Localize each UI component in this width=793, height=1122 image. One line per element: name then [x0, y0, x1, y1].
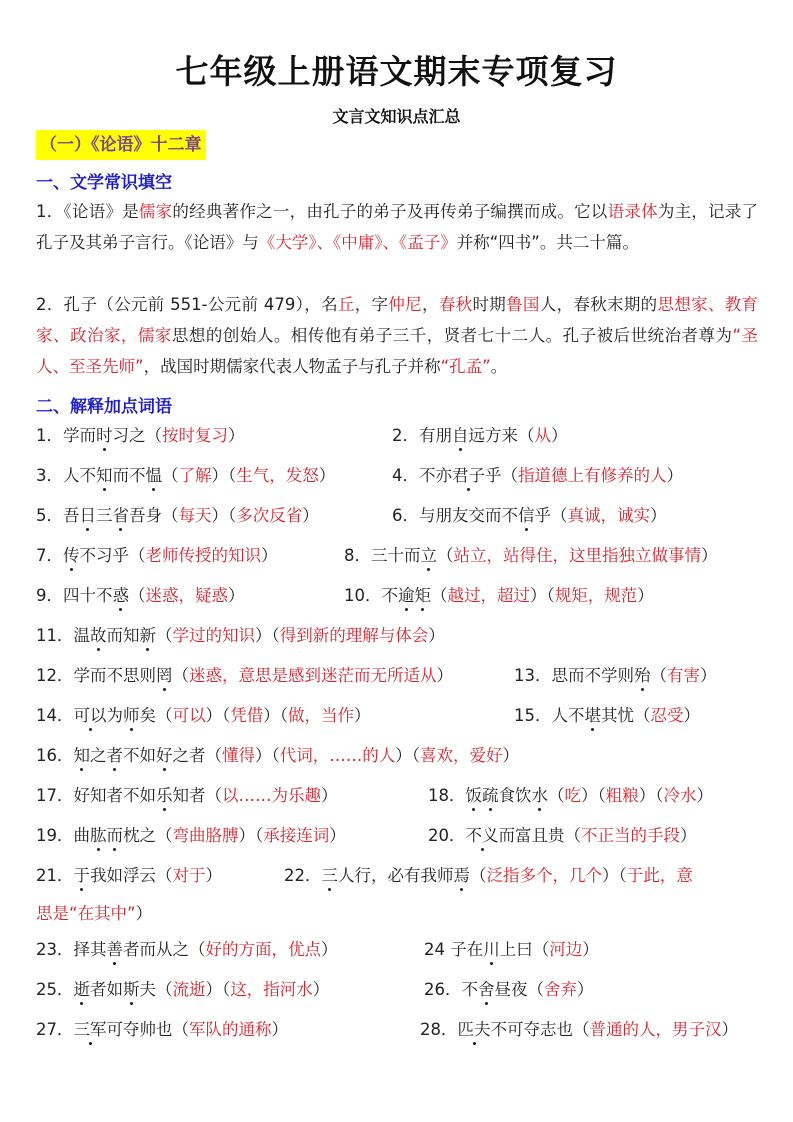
text-segment: （	[162, 466, 179, 485]
answer-text: 这，指河水	[230, 980, 313, 999]
text-segment: 2．有朋	[392, 426, 452, 445]
answer-text: 流逝	[172, 980, 206, 999]
text-segment: 1．学而	[36, 426, 96, 445]
text-segment: 并称“四书”。共二十篇。	[456, 233, 639, 252]
answer-text: 做，当作	[288, 706, 354, 725]
explanation-item	[36, 976, 329, 1000]
explanation-row	[36, 502, 776, 532]
explanation-item	[428, 782, 713, 806]
text-segment: ）	[321, 940, 338, 959]
explanation-item	[420, 1016, 738, 1040]
text-segment: 11．温	[36, 626, 90, 645]
text-segment: （	[172, 666, 189, 685]
explanation-row	[36, 822, 776, 852]
text-segment: ）	[318, 466, 336, 485]
dotted-word: 三	[322, 862, 339, 886]
dotted-word: 日	[80, 502, 97, 526]
text-segment: 我如浮云（	[90, 866, 173, 885]
text-segment: ）（	[211, 466, 237, 485]
text-segment: 思想的创始人。相传他有弟子三千，贤者七十二人。孔子被后世统治者尊为	[171, 326, 733, 345]
dotted-word: 善	[107, 936, 124, 960]
answer-text: 越过，超过	[447, 586, 530, 605]
text-segment: ）	[436, 666, 453, 685]
text-segment: 为	[106, 706, 123, 725]
explanation-row	[36, 862, 776, 892]
paragraph-analects	[36, 196, 758, 258]
text-segment: ）	[680, 826, 697, 845]
answer-text: 懂得	[222, 746, 255, 765]
dotted-word: 知	[96, 462, 113, 486]
text-segment: 三	[96, 506, 113, 525]
answer-text: 有害	[667, 666, 700, 685]
explanation-item	[284, 862, 693, 886]
text-segment: 人，春秋末期的	[539, 295, 658, 314]
answer-text: 代词，……的人	[279, 746, 396, 765]
dotted-word: 川	[483, 936, 500, 960]
section-heading-word-explanations: 二、解释加点词语	[36, 397, 172, 417]
answer-text: 鲁国	[506, 295, 540, 314]
explanation-row	[36, 900, 776, 930]
text-segment: 2．孔子（公元前 551-公元前 479），名	[36, 295, 338, 314]
answer-text: 按时复习	[162, 426, 228, 445]
text-segment: 其忧（	[601, 706, 651, 725]
text-segment: 乎（	[534, 506, 568, 525]
explanation-item	[424, 936, 599, 960]
text-segment: 27．	[36, 1020, 74, 1039]
text-segment: ，	[422, 295, 439, 314]
explanation-item	[392, 422, 568, 446]
dotted-word: 舍	[478, 976, 495, 1000]
dotted-word: 于	[74, 862, 91, 886]
text-segment: 不习乎（	[79, 546, 146, 565]
explanation-item	[36, 542, 278, 566]
answer-text: 仲尼	[388, 295, 422, 314]
text-segment: ）	[329, 826, 346, 845]
answer-text: 迷惑，疑惑	[145, 586, 228, 605]
explanation-row	[36, 702, 776, 732]
text-segment: ）（	[211, 506, 237, 525]
explanation-item	[36, 462, 335, 486]
text-segment: 者如	[90, 980, 123, 999]
text-segment: 者而从之（	[123, 940, 206, 959]
section-heading-literary-knowledge: 一、文学常识填空	[36, 173, 172, 193]
explanation-row	[36, 622, 776, 652]
dotted-word: 不义	[466, 822, 499, 846]
text-segment: ）（	[263, 706, 288, 725]
explanation-item	[36, 622, 445, 646]
text-segment: ）（	[238, 826, 264, 845]
text-segment: ）	[502, 746, 519, 765]
answer-text: 规矩，规范	[554, 586, 638, 605]
explanation-item	[36, 502, 319, 526]
text-segment: ）（	[395, 746, 420, 765]
text-segment: 之者（	[172, 746, 222, 765]
text-segment: ）（	[205, 980, 231, 999]
answer-text: 学过的知识	[172, 626, 255, 645]
explanation-item	[36, 936, 338, 960]
text-segment: ）	[228, 586, 245, 605]
explanation-item	[36, 782, 338, 806]
dotted-word: 信	[518, 502, 535, 526]
text-segment: 而知	[106, 626, 140, 645]
text-segment: ）	[228, 426, 245, 445]
answer-text: 普通的人，男子汉	[589, 1020, 722, 1039]
text-segment: 3．人不	[36, 466, 96, 485]
text-segment: 矣（	[139, 706, 173, 725]
text-segment: 28．	[420, 1020, 458, 1039]
answer-text: 于此，意	[626, 866, 693, 885]
answer-text: 承接连词	[263, 826, 330, 845]
dotted-word: 师	[123, 702, 140, 726]
explanation-item	[514, 662, 717, 686]
answer-text: 得到新的理解与体会	[279, 626, 429, 645]
dotted-word: 好	[156, 742, 173, 766]
text-segment: ，字	[354, 295, 389, 314]
explanation-item	[36, 742, 519, 766]
explanation-row	[36, 742, 776, 772]
text-segment: ）（	[581, 786, 606, 805]
explanation-item	[36, 422, 245, 446]
text-segment: ）	[271, 1020, 288, 1039]
text-segment: ）	[582, 940, 599, 959]
text-segment: 19．曲	[36, 826, 90, 845]
text-segment: 吾身（	[129, 506, 179, 525]
answer-text: 河边	[549, 940, 583, 959]
dotted-word: 省	[113, 502, 130, 526]
explanation-item	[36, 900, 152, 924]
explanation-row	[36, 422, 776, 452]
text-segment: ）（	[255, 746, 280, 765]
text-segment: ）	[683, 706, 700, 725]
text-segment: 的经典著作之一，由孔子的弟子及再传弟子编撰而成。它以	[172, 202, 608, 221]
text-segment: ）	[354, 706, 371, 725]
explanation-item	[392, 502, 667, 526]
text-segment: ）	[696, 786, 713, 805]
text-segment: （	[650, 666, 667, 685]
text-segment: 乎（	[485, 466, 518, 485]
text-segment: 习之（	[112, 426, 162, 445]
text-segment: 为主，记录了孔子及其弟子言行。《论语》与	[36, 202, 759, 252]
text-segment: 8．三十而	[344, 546, 421, 565]
text-segment: ）	[312, 980, 330, 999]
answer-text: 军队的通称	[189, 1020, 272, 1039]
text-segment: 昼夜（	[494, 980, 544, 999]
answer-text: 喜欢，爱好	[420, 746, 503, 765]
paragraph-confucius	[36, 289, 758, 382]
explanation-row	[36, 782, 776, 812]
text-segment: ）（	[638, 786, 664, 805]
dotted-word: 矩	[415, 582, 432, 606]
answer-text: 迷惑，意思是感到迷茫而无所适从	[189, 666, 437, 685]
text-segment: ，战国时期儒家代表人物孟子与孔子并称	[143, 357, 441, 376]
text-segment: 枕之（	[123, 826, 173, 845]
answer-text: 思想家、教育家、政治家，儒家	[36, 295, 759, 345]
text-segment: （	[437, 546, 454, 565]
answer-text: 站立，站得住，这里指独立做事情	[453, 546, 701, 565]
answer-text: 《大学》、《中庸》、《孟子》	[258, 233, 457, 252]
text-segment: ）	[135, 904, 153, 923]
dotted-word: 斯	[123, 976, 140, 1000]
text-segment: 。	[490, 357, 508, 376]
explanation-item	[36, 582, 245, 606]
answer-text: 弯曲胳膊	[172, 826, 239, 845]
text-segment: 食饮	[498, 786, 532, 805]
text-segment: ）	[321, 786, 338, 805]
dotted-word: 乐	[156, 782, 173, 806]
text-segment: 20．	[428, 826, 466, 845]
text-segment: ）（	[602, 866, 627, 885]
answer-text: 不正当的手段	[581, 826, 680, 845]
answer-text: 忍受	[650, 706, 684, 725]
text-segment: 24 子在	[424, 940, 484, 959]
answer-text: 真诚，诚实	[567, 506, 650, 525]
text-segment: 12．学而不思则	[36, 666, 156, 685]
dotted-word: 而	[107, 822, 124, 846]
text-segment: 6．与朋友交而不	[392, 506, 518, 525]
text-segment: ）	[302, 506, 319, 525]
explanation-row	[36, 462, 776, 492]
text-segment: 可夺帅也（	[106, 1020, 189, 1039]
text-segment: 上曰（	[499, 940, 550, 959]
dotted-word: 故	[90, 622, 107, 646]
answer-text: 以……为乐趣	[222, 786, 321, 805]
text-segment: 14．	[36, 706, 74, 725]
text-segment: 10．不	[344, 586, 398, 605]
explanation-item	[36, 702, 371, 726]
text-segment: （	[470, 866, 487, 885]
answer-text: 生气，发怒	[236, 466, 319, 485]
text-segment: ）	[428, 626, 445, 645]
explanation-item	[344, 582, 654, 606]
answer-text: 对于	[172, 866, 206, 885]
dotted-word: 匹夫	[458, 1016, 491, 1040]
explanation-row	[36, 662, 776, 692]
text-segment: 13．思而不学则	[514, 666, 634, 685]
explanation-item	[36, 1016, 288, 1040]
dotted-word: 君子	[452, 462, 485, 486]
answer-text: “孔孟”	[440, 357, 491, 376]
text-segment: ）（	[530, 586, 555, 605]
dotted-word: 愠	[146, 462, 163, 486]
answer-text: 指道德上有修养的人	[518, 466, 667, 485]
dotted-word: 逾	[398, 582, 415, 606]
page-subtitle: 文言文知识点汇总	[332, 107, 461, 126]
explanation-row	[36, 936, 776, 966]
text-segment: （	[548, 786, 565, 805]
explanation-row	[36, 542, 776, 572]
answer-text: 了解	[178, 466, 212, 485]
answer-text: 冷水	[663, 786, 697, 805]
text-segment: ）	[700, 666, 717, 685]
text-segment: 5．吾	[36, 506, 80, 525]
text-segment: （	[431, 586, 448, 605]
answer-text: 粗粮	[605, 786, 639, 805]
text-segment: ）（	[205, 706, 231, 725]
answer-text: 每天	[178, 506, 212, 525]
chapter-heading: （一）《论语》十二章	[36, 130, 206, 160]
text-segment: ）	[721, 1020, 738, 1039]
text-segment: 不可夺志也（	[490, 1020, 590, 1039]
text-segment: ）	[261, 546, 278, 565]
explanation-item	[424, 976, 594, 1000]
dotted-word: 逝	[74, 976, 91, 1000]
explanation-item	[36, 662, 453, 686]
dotted-word: 自	[452, 422, 469, 446]
page-title: 七年级上册语文期末专项复习	[175, 52, 618, 91]
text-segment: ）	[577, 980, 594, 999]
explanation-row	[36, 976, 776, 1006]
dotted-word: 水	[532, 782, 549, 806]
answer-text: 春秋	[438, 295, 473, 314]
dotted-word: 疏	[482, 782, 499, 806]
text-segment: 25．	[36, 980, 74, 999]
text-segment: 21．	[36, 866, 74, 885]
text-segment: ）	[701, 546, 718, 565]
dotted-word: 殆	[634, 662, 651, 686]
explanation-row	[36, 582, 776, 612]
text-segment: 人行，必有我师	[338, 866, 454, 885]
text-segment: ）	[637, 586, 654, 605]
answer-text: 多次反省	[236, 506, 303, 525]
dotted-word: 罔	[156, 662, 173, 686]
text-segment: 1．《论语》是	[36, 202, 139, 221]
text-segment: ）	[666, 466, 683, 485]
answer-text: 从	[534, 426, 551, 445]
text-segment: 知者（	[172, 786, 222, 805]
explanation-item	[514, 702, 700, 726]
dotted-word: 传	[63, 542, 80, 566]
text-segment: 23．择其	[36, 940, 107, 959]
explanation-item	[36, 862, 222, 886]
answer-text: 思是“在其中”	[36, 904, 136, 923]
dotted-word: 立	[421, 542, 438, 566]
answer-text: 老师传授的知识	[145, 546, 261, 565]
text-segment: ）（	[255, 626, 280, 645]
dotted-word: 者	[107, 742, 124, 766]
dotted-word: 肱	[90, 822, 107, 846]
text-segment: ）	[551, 426, 568, 445]
text-segment: （	[156, 626, 173, 645]
text-segment: 16．	[36, 746, 74, 765]
answer-text: 好的方面，优点	[205, 940, 321, 959]
text-segment: 18．	[428, 786, 466, 805]
explanation-item	[344, 542, 718, 566]
text-segment: 而不	[112, 466, 146, 485]
dotted-word: 饭	[466, 782, 483, 806]
text-segment: 远方来（	[468, 426, 535, 445]
dotted-word: 惑	[113, 582, 130, 606]
explanation-row	[36, 1016, 776, 1046]
answer-text: 吃	[564, 786, 581, 805]
text-segment: 7．	[36, 546, 63, 565]
explanation-item	[36, 822, 346, 846]
text-segment: 4．不亦	[392, 466, 452, 485]
explanation-item	[392, 462, 683, 486]
text-segment: 之	[90, 746, 107, 765]
answer-text: 可以	[172, 706, 206, 725]
dotted-word: 可以	[74, 702, 107, 726]
answer-text: 凭借	[230, 706, 264, 725]
text-segment: 9．四十不	[36, 586, 113, 605]
text-segment: ）	[205, 866, 222, 885]
dotted-word: 时	[96, 422, 113, 446]
dotted-word: 知	[74, 742, 91, 766]
text-segment: （	[129, 586, 146, 605]
text-segment: 22．	[284, 866, 322, 885]
dotted-word: 三军	[74, 1016, 107, 1040]
explanation-item	[428, 822, 697, 846]
text-segment: 不如	[123, 746, 156, 765]
text-segment: ）	[650, 506, 667, 525]
text-segment: 夫（	[139, 980, 173, 999]
answer-text: 语录体	[607, 202, 658, 221]
dotted-word: 新	[140, 622, 157, 646]
answer-text: 泛指多个，几个	[486, 866, 602, 885]
text-segment: 时期	[472, 295, 507, 314]
dotted-word: 焉	[454, 862, 471, 886]
answer-text: 丘	[337, 295, 355, 314]
text-segment: 26．不	[424, 980, 478, 999]
dotted-word: 堪	[585, 702, 602, 726]
text-segment: 15．人不	[514, 706, 585, 725]
answer-text: 儒家	[138, 202, 173, 221]
answer-text: 舍弃	[544, 980, 577, 999]
text-segment: 17．好知者不如	[36, 786, 156, 805]
answer-text: “圣人、至圣先师”	[36, 326, 759, 376]
text-segment: 而富且贵（	[498, 826, 581, 845]
